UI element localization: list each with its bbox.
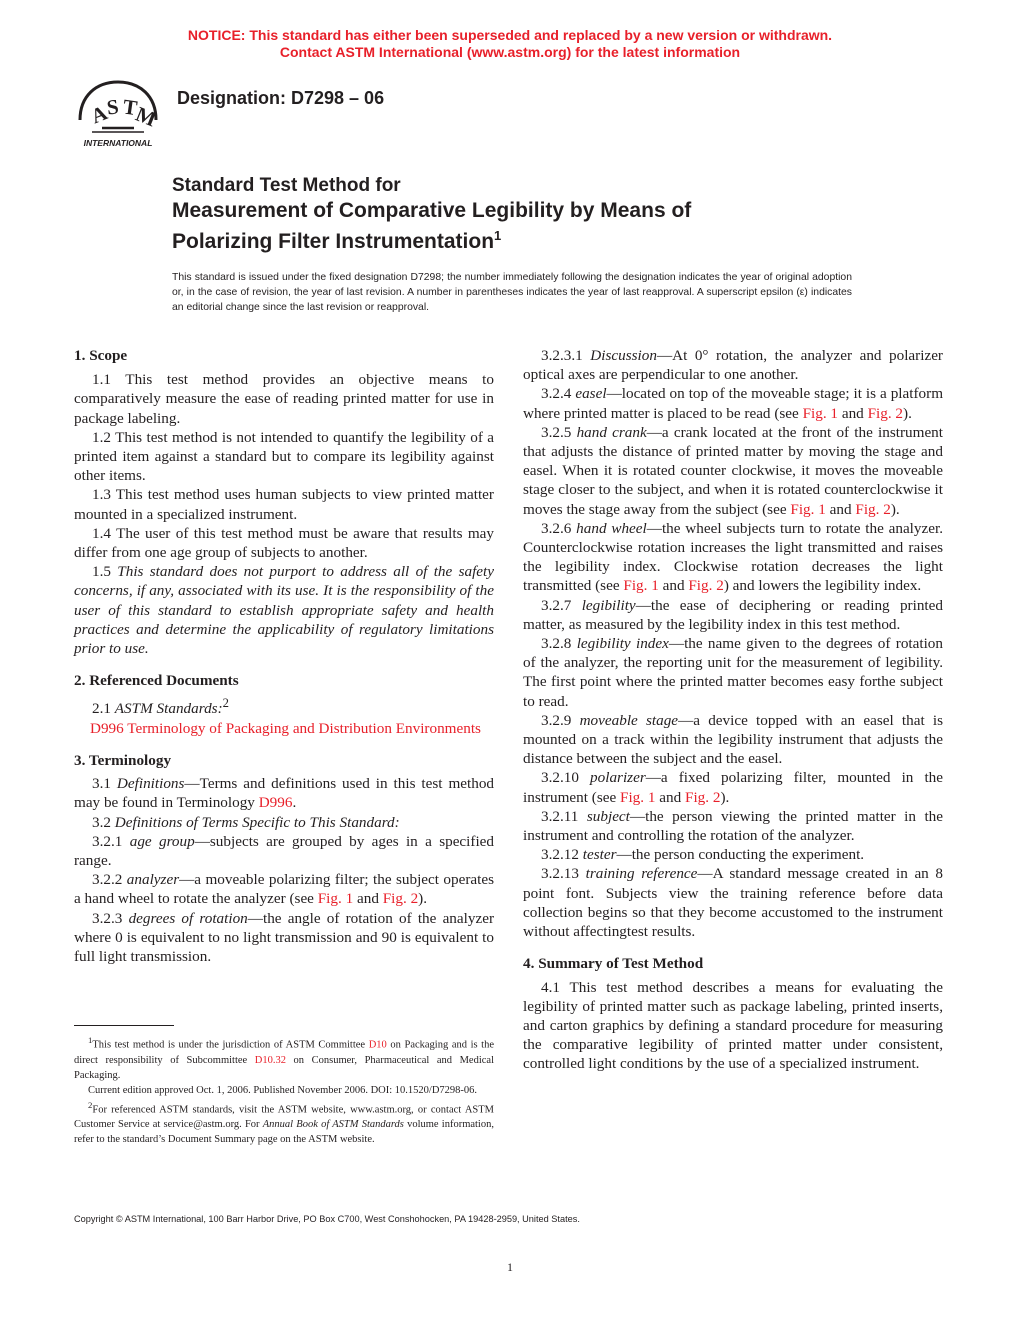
fig-2-link[interactable]: Fig. 2 xyxy=(688,577,724,595)
para-3-2-1: 3.2.1 age group—subjects are grouped by ages in a specified range. xyxy=(74,832,495,869)
para-3-2-3: 3.2.3 degrees of rotation—the angle of rotation of the analyzer where 0 is equivalent to no light transmission and 90 is equivalent to full light transmission. xyxy=(74,909,494,965)
para-3-2-12: 3.2.12 tester—the person conducting the experiment. xyxy=(541,846,865,864)
para-3-2-6: 3.2.6 hand wheel—the wheel subjects turn to rotate the analyzer. Counterclockwise rotation increases the light transmitted and raises the legibility index. Clockwise rotation decreases the light transmitted (see Fig. 1 and Fig. 2) and lowers the legibility index. xyxy=(523,519,943,595)
para-3-2-7: 3.2.7 legibility—the ease of deciphering or reading printed matter, as measured by the legibility index in this test method. xyxy=(523,596,943,633)
copyright-line: Copyright © ASTM International, 100 Barr Harbor Drive, PO Box C700, West Conshohocken, PA 19428-2959, United States. xyxy=(74,1214,580,1224)
para-3-2: 3.2 Definitions of Terms Specific to This Standard: xyxy=(92,813,400,831)
para-2-1: 2.1 ASTM Standards:$^2$ xyxy=(92,696,229,718)
fig-2-link[interactable]: Fig. 2 xyxy=(685,788,721,806)
para-3-2-10: 3.2.10 polarizer—a fixed polarizing filter, mounted in the instrument (see Fig. 1 and Fig. 2). xyxy=(523,769,943,806)
d10-32-link[interactable]: D10.32 xyxy=(254,1054,286,1066)
section-scope-heading: 1. Scope xyxy=(74,347,128,364)
para-3-2-4: 3.2.4 easel—located on top of the moveable stage; it is a platform where printed matter is placed to be read (see Fig. 1 and Fig. 2). xyxy=(523,385,944,422)
para-3-1: 3.1 Definitions—Terms and definitions used in this test method may be found in Terminology D996. xyxy=(74,775,495,812)
footnote-1-edition: Current edition approved Oct. 1, 2006. Published November 2006. DOI: 10.1520/D7298-06. xyxy=(88,1084,478,1096)
notice-line-2: Contact ASTM International (www.astm.org) for the latest information xyxy=(279,44,741,60)
footnote-divider xyxy=(74,1025,174,1026)
fig-1-link[interactable]: Fig. 1 xyxy=(802,404,839,422)
para-3-2-5: 3.2.5 hand crank—a crank located at the front of the instrument that adjusts the distance of printed matter by moving the stage and easel. When it is rotated counter clockwise, it moves the moveable stage closer to the subject, and when it is rotated counterclockwise it moves the stage away from the subject (see Fig. 1 and Fig. 2). xyxy=(523,423,943,518)
logo-subtext: INTERNATIONAL xyxy=(83,138,153,148)
fig-1-link[interactable]: Fig. 1 xyxy=(317,890,354,908)
fig-2-link[interactable]: Fig. 2 xyxy=(855,500,891,518)
d996-inline-link[interactable]: D996 xyxy=(258,794,293,812)
svg-text:S: S xyxy=(105,94,120,120)
para-3-2-13: 3.2.13 training reference—A standard message created in an 8 point font. Subjects view the training reference before data collection begins so that they become accustomed to the instrument without affectingtest results. xyxy=(523,865,944,941)
para-1-1: 1.1 This test method provides an objective means to comparatively measure the ease of reading printed matter for use in package labeling. xyxy=(74,371,494,427)
para-1-4: 1.4 The user of this test method must be aware that results may differ from one age group of subjects to another. xyxy=(74,524,494,562)
title-footnote-ref[interactable]: 1 xyxy=(494,228,502,243)
fig-2-link[interactable]: Fig. 2 xyxy=(382,890,419,908)
astm-logo xyxy=(74,76,162,152)
para-4-1: 4.1 This test method describes a means for evaluating the legibility of printed matter such as package labeling, printed inserts, and carton graphics by defining a standard procedure for measuring the comparative legibility of printed matter under consistent, controlled light conditions by the use of a specialized instrument. xyxy=(523,978,943,1073)
supersede-notice xyxy=(0,27,1020,61)
title-line-2: Measurement of Comparative Legibility by Means of xyxy=(172,199,692,222)
reference-d996[interactable]: D996 Terminology of Packaging and Distribution Environments xyxy=(90,719,481,737)
title-line-3: Polarizing Filter Instrumentation$^1$ xyxy=(172,228,502,253)
fig-1-link[interactable]: Fig. 1 xyxy=(620,788,656,806)
designation: Designation: D7298 – 06 xyxy=(177,88,385,108)
footnotes xyxy=(74,1033,494,1147)
svg-text:A: A xyxy=(87,100,111,129)
fig-1-link[interactable]: Fig. 1 xyxy=(790,500,826,518)
para-3-2-8: 3.2.8 legibility index—the name given to the degrees of rotation of the analyzer, the reporting unit for the measurement of legibility. The first point where the printed matter becomes easy forthe subject to read. xyxy=(523,635,943,710)
section-referenced-documents-heading: 2. Referenced Documents xyxy=(74,672,239,690)
page-number: 1 xyxy=(507,1260,513,1274)
issuance-statement: This standard is issued under the fixed designation D7298; the number immediately following the designation indicates the year of original adoption or, in the case of revision, the year of last revision. A number in parentheses indicates the year of last reapproval. A superscript epsilon (ε) indicates an editorial change since the last revision or reapproval. xyxy=(172,272,852,313)
fig-2-link[interactable]: Fig. 2 xyxy=(867,404,904,422)
fig-1-link[interactable]: Fig. 1 xyxy=(623,577,659,595)
section-summary-heading: 4. Summary of Test Method xyxy=(523,955,704,973)
footnote-1: $^1$This test method is under the jurisdiction of ASTM Committee D10 on Packaging and is the direct responsibility of Subcommittee D10.32 on Consumer, Pharmaceutical and Medical Packaging. xyxy=(74,1035,495,1081)
para-1-3: 1.3 This test method uses human subjects to view printed matter mounted in a specialized instrument. xyxy=(74,486,494,523)
para-3-2-11: 3.2.11 subject—the person viewing the printed matter in the instrument and controlling the rotation of the analyzer. xyxy=(523,807,943,845)
svg-text:T: T xyxy=(121,94,139,121)
footnote-2: $^2$For referenced ASTM standards, visit the ASTM website, www.astm.org, or contact ASTM Customer Service at service@astm.org. For Annual Book of ASTM Standards volume information, refer to the standard’s Document Summary page on the ASTM website. xyxy=(74,1099,494,1145)
para-1-5: 1.5 This standard does not purport to address all of the safety concerns, if any, associated with its use. It is the responsibility of the user of this standard to establish appropriate safety and health practices and determine the applicability of regulatory limitations prior to use. xyxy=(74,563,494,658)
svg-text:M: M xyxy=(132,101,160,132)
d10-link[interactable]: D10 xyxy=(368,1039,387,1051)
notice-line-1: NOTICE: This standard has either been superseded and replaced by a new version or withdrawn. xyxy=(187,27,833,43)
left-column xyxy=(74,346,494,966)
section-terminology-heading: 3. Terminology xyxy=(74,751,172,769)
document-title xyxy=(172,174,872,254)
d996-link: D996 xyxy=(90,719,124,737)
para-1-2: 1.2 This test method is not intended to quantify the legibility of a printed item against a standard but to compare its legibility against other items. xyxy=(74,428,494,485)
para-3-2-2: 3.2.2 analyzer—a moveable polarizing filter; the subject operates a hand wheel to rotate the analyzer (see Fig. 1 and Fig. 2). xyxy=(74,871,495,908)
para-3-2-9: 3.2.9 moveable stage—a device topped with an easel that is mounted on a track within the legibility instrument that adjusts the distance between the subject and the easel. xyxy=(523,711,944,768)
title-line-1: Standard Test Method for xyxy=(172,175,401,196)
para-3-2-3-1: 3.2.3.1 Discussion—At 0° rotation, the analyzer and polarizer optical axes are perpendicular to one another. xyxy=(523,347,943,384)
right-column xyxy=(523,346,943,1074)
